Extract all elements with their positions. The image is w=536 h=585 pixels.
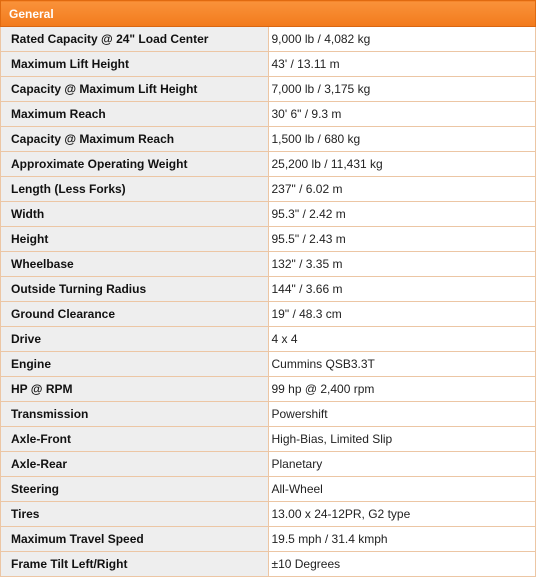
spec-row (1, 52, 536, 77)
spec-row (1, 427, 536, 452)
spec-label: Drive (1, 327, 269, 352)
section-title: General (1, 1, 536, 27)
spec-row (1, 227, 536, 252)
spec-value: ±10 Degrees (268, 552, 536, 577)
spec-row (1, 252, 536, 277)
spec-value: 13.00 x 24-12PR, G2 type (268, 502, 536, 527)
spec-label: Wheelbase (1, 252, 269, 277)
spec-label: Length (Less Forks) (1, 177, 269, 202)
spec-row (1, 527, 536, 552)
spec-label: Rated Capacity @ 24" Load Center (1, 27, 269, 52)
spec-row (1, 402, 536, 427)
spec-value: Planetary (268, 452, 536, 477)
spec-row (1, 127, 536, 152)
spec-row (1, 77, 536, 102)
spec-value: 1,500 lb / 680 kg (268, 127, 536, 152)
spec-label: Axle-Front (1, 427, 269, 452)
spec-label: Steering (1, 477, 269, 502)
spec-row (1, 152, 536, 177)
spec-label: Axle-Rear (1, 452, 269, 477)
spec-value: 4 x 4 (268, 327, 536, 352)
spec-label: Maximum Reach (1, 102, 269, 127)
spec-row (1, 302, 536, 327)
spec-label: Tires (1, 502, 269, 527)
spec-value: 19.5 mph / 31.4 kmph (268, 527, 536, 552)
spec-value: 237" / 6.02 m (268, 177, 536, 202)
spec-value: 95.5" / 2.43 m (268, 227, 536, 252)
spec-label: Ground Clearance (1, 302, 269, 327)
spec-row (1, 277, 536, 302)
spec-row (1, 202, 536, 227)
spec-row (1, 352, 536, 377)
spec-label: Capacity @ Maximum Lift Height (1, 77, 269, 102)
spec-value: 25,200 lb / 11,431 kg (268, 152, 536, 177)
spec-label: Capacity @ Maximum Reach (1, 127, 269, 152)
spec-value: High-Bias, Limited Slip (268, 427, 536, 452)
spec-value: 132" / 3.35 m (268, 252, 536, 277)
spec-label: Outside Turning Radius (1, 277, 269, 302)
spec-row (1, 177, 536, 202)
spec-value: Powershift (268, 402, 536, 427)
section-header-row (1, 1, 536, 27)
spec-label: Frame Tilt Left/Right (1, 552, 269, 577)
spec-value: 144" / 3.66 m (268, 277, 536, 302)
spec-row (1, 27, 536, 52)
spec-label: Width (1, 202, 269, 227)
spec-label: Transmission (1, 402, 269, 427)
spec-row (1, 102, 536, 127)
spec-row (1, 502, 536, 527)
spec-row (1, 452, 536, 477)
spec-value: 9,000 lb / 4,082 kg (268, 27, 536, 52)
spec-value: All-Wheel (268, 477, 536, 502)
spec-label: Maximum Lift Height (1, 52, 269, 77)
spec-row (1, 552, 536, 577)
spec-value: 30' 6" / 9.3 m (268, 102, 536, 127)
spec-table-body (1, 27, 536, 577)
spec-value: 43' / 13.11 m (268, 52, 536, 77)
spec-row (1, 327, 536, 352)
spec-label: HP @ RPM (1, 377, 269, 402)
spec-row (1, 377, 536, 402)
spec-value: 99 hp @ 2,400 rpm (268, 377, 536, 402)
spec-label: Approximate Operating Weight (1, 152, 269, 177)
spec-value: Cummins QSB3.3T (268, 352, 536, 377)
spec-label: Height (1, 227, 269, 252)
spec-value: 95.3" / 2.42 m (268, 202, 536, 227)
spec-value: 19" / 48.3 cm (268, 302, 536, 327)
spec-value: 7,000 lb / 3,175 kg (268, 77, 536, 102)
spec-label: Maximum Travel Speed (1, 527, 269, 552)
spec-row (1, 477, 536, 502)
spec-label: Engine (1, 352, 269, 377)
